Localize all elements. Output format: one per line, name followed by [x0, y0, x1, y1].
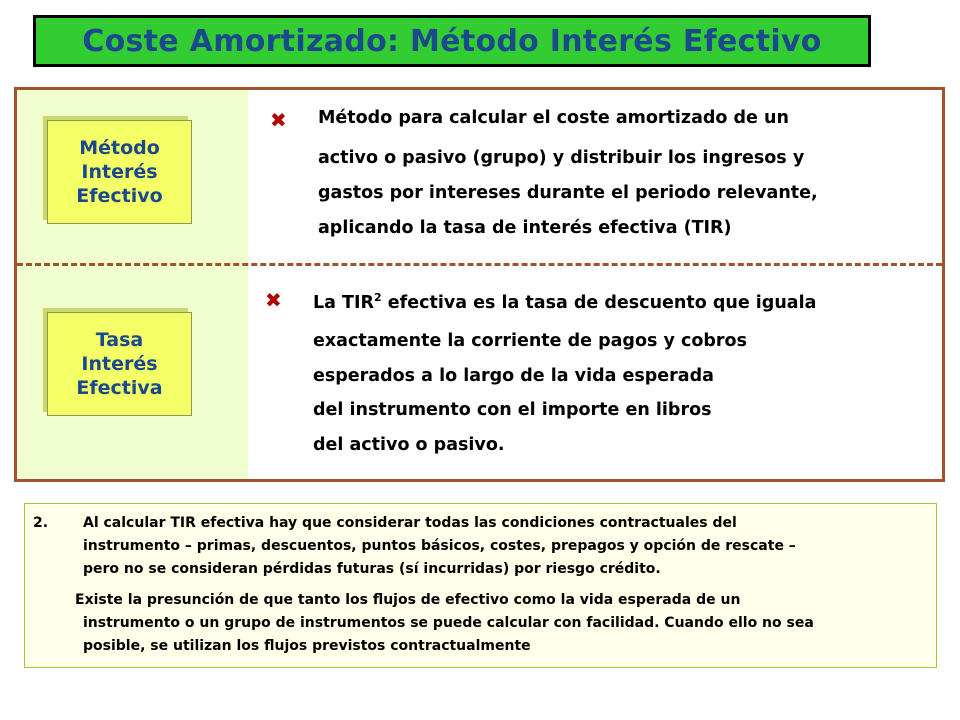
tir-definition-line: exactamente la corriente de pagos y cobros: [313, 331, 747, 351]
label-line: Efectivo: [76, 185, 163, 207]
footnote-line: posible, se utilizan los flujos previstos contractualmente: [83, 638, 531, 654]
footnote-line: Existe la presunción de que tanto los flujos de efectivo como la vida esperada de un: [75, 592, 741, 608]
footnote-line: Al calcular TIR efectiva hay que considerar todas las condiciones contractuales del: [83, 515, 737, 531]
tir-definition-line: esperados a lo largo de la vida esperada: [313, 366, 714, 386]
label-line: Método: [79, 137, 160, 159]
tir-definition-line: del activo o pasivo.: [313, 435, 505, 455]
page-title: Coste Amortizado: Método Interés Efectivo: [82, 23, 822, 59]
definition-line: gastos por intereses durante el periodo relevante,: [318, 183, 818, 203]
label-line: Efectiva: [76, 377, 163, 399]
tir-definition-line: del instrumento con el importe en libros: [313, 400, 712, 420]
label-line: Interés: [81, 161, 158, 183]
title-banner: [33, 15, 871, 67]
footnote-line: pero no se consideran pérdidas futuras (sí incurridas) por riesgo crédito.: [83, 561, 661, 577]
label-line: Interés: [81, 353, 158, 375]
definition-line: aplicando la tasa de interés efectiva (TIR): [318, 218, 732, 238]
footnote-number: 2.: [33, 515, 49, 531]
x-mark-icon: ✖: [265, 288, 282, 312]
x-mark-icon: ✖: [270, 108, 287, 132]
definition-line: Método para calcular el coste amortizado de un: [318, 108, 789, 128]
footnote-box: [24, 503, 937, 668]
footnote-line: instrumento – primas, descuentos, puntos básicos, costes, prepagos y opción de rescate –: [83, 538, 796, 554]
tir-definition-line: La TIR$^2$ efectiva es la tasa de descuento que iguala: [313, 291, 817, 313]
definition-line: activo o pasivo (grupo) y distribuir los ingresos y: [318, 148, 805, 168]
label-tasa-interes-efectiva: [47, 312, 192, 416]
content-frame: [14, 87, 945, 482]
section-divider: [17, 263, 942, 266]
label-line: Tasa: [95, 329, 144, 351]
label-metodo-interes-efectivo: [47, 120, 192, 224]
footnote-line: instrumento o un grupo de instrumentos se puede calcular con facilidad. Cuando ello no sea: [83, 615, 814, 631]
